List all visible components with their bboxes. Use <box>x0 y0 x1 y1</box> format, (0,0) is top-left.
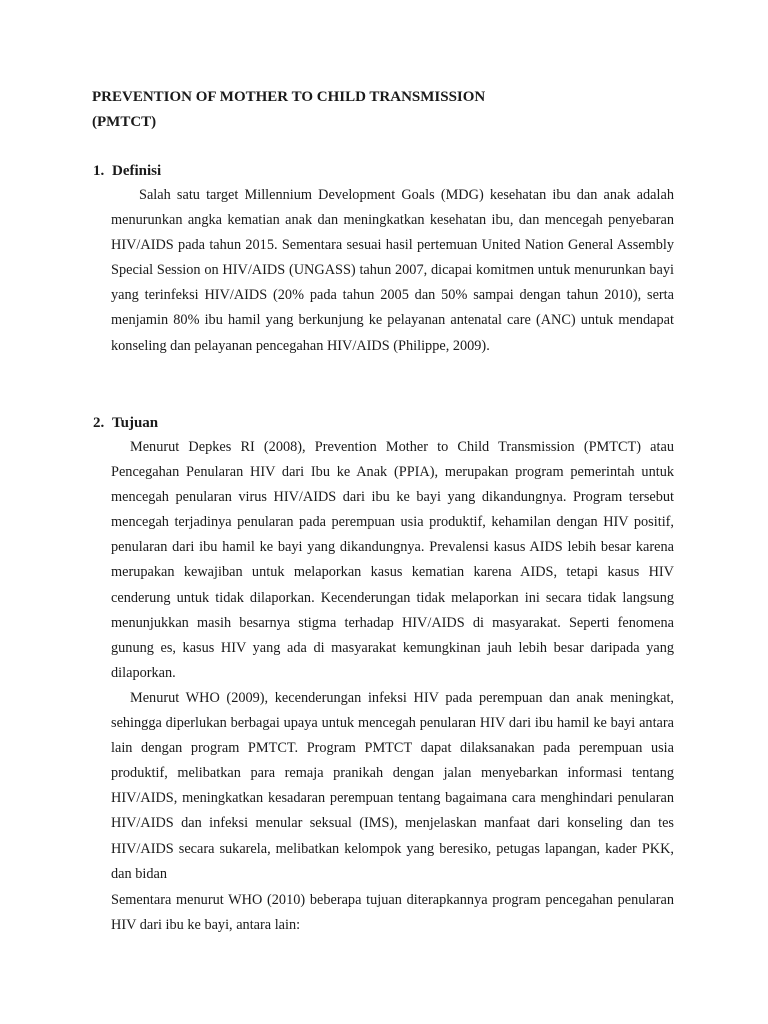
section-heading-text: Definisi <box>112 163 162 179</box>
section-number: 2. <box>93 415 105 431</box>
section-heading-definisi <box>93 159 161 183</box>
paragraph-definisi: Salah satu target Millennium Development Goals (MDG) kesehatan ibu dan anak adalah menurunkan angka kematian anak dan meningkatkan kesehatan ibu, dan mencegah penyebaran HIV/AIDS pada tahun 2015. Sementara sesuai hasil pertemuan United Nation General Assembly Special Session on HIV/AIDS (UNGASS) tahun 2007, dicapai komitmen untuk menurunkan bayi yang terinfeksi HIV/AIDS (20% pada tahun 2005 dan 50% sampai dengan tahun 2010), serta menjamin 80% ibu hamil yang berkunjung ke pelayanan antenatal care (ANC) untuk mendapat konseling dan pelayanan pencegahan HIV/AIDS (Philippe, 2009). <box>111 187 674 354</box>
section-number: 1. <box>93 163 105 179</box>
section-heading-tujuan <box>93 411 158 435</box>
paragraph-tujuan-depkes: Menurut Depkes RI (2008), Prevention Mother to Child Transmission (PMTCT) atau Pencegahan Penularan HIV dari Ibu ke Anak (PPIA), merupakan program pemerintah untuk mencegah penularan virus HIV/AIDS dari ibu ke bayi yang dikandungnya. Program tersebut mencegah terjadinya penularan pada perempuan usia produktif, kehamilan dengan HIV positif, penularan dari ibu hamil ke bayi yang dikandungnya. Prevalensi kasus AIDS lebih besar karena merupakan kewajiban untuk melaporkan kasus kematian karena AIDS, tetapi kasus HIV cenderung untuk tidak dilaporkan. Kecenderungan tidak melaporkan ini secara tidak langsung menunjukkan masih besarnya stigma terhadap HIV/AIDS di masyarakat. Seperti fenomena gunung es, kasus HIV yang ada di masyarakat kemungkinan jauh lebih besar daripada yang dilaporkan. <box>111 439 674 681</box>
section-heading-text: Tujuan <box>112 415 159 431</box>
document-title-abbreviation: (PMTCT) <box>92 114 157 130</box>
paragraph-tujuan-who-2009: Menurut WHO (2009), kecenderungan infeksi HIV pada perempuan dan anak meningkat, sehingga diperlukan berbagai upaya untuk mencegah penularan HIV dari ibu hamil ke bayi antara lain dengan program PMTCT. Program PMTCT dapat dilaksanakan pada perempuan usia produktif, melibatkan para remaja pranikah dengan jalan menyebarkan informasi tentang HIV/AIDS, meningkatkan kesadaran perempuan tentang bagaimana cara menghindari penularan HIV/AIDS dan infeksi menular seksual (IMS), menjelaskan manfaat dari konseling dan tes HIV/AIDS secara sukarela, melibatkan kelompok yang beresiko, petugas lapangan, kader PKK, dan bidan <box>111 690 674 882</box>
paragraph-tujuan-who-2010: Sementara menurut WHO (2010) beberapa tujuan diterapkannya program pencegahan penularan HIV dari ibu ke bayi, antara lain: <box>111 892 674 934</box>
document-title: PREVENTION OF MOTHER TO CHILD TRANSMISSION <box>92 89 486 105</box>
